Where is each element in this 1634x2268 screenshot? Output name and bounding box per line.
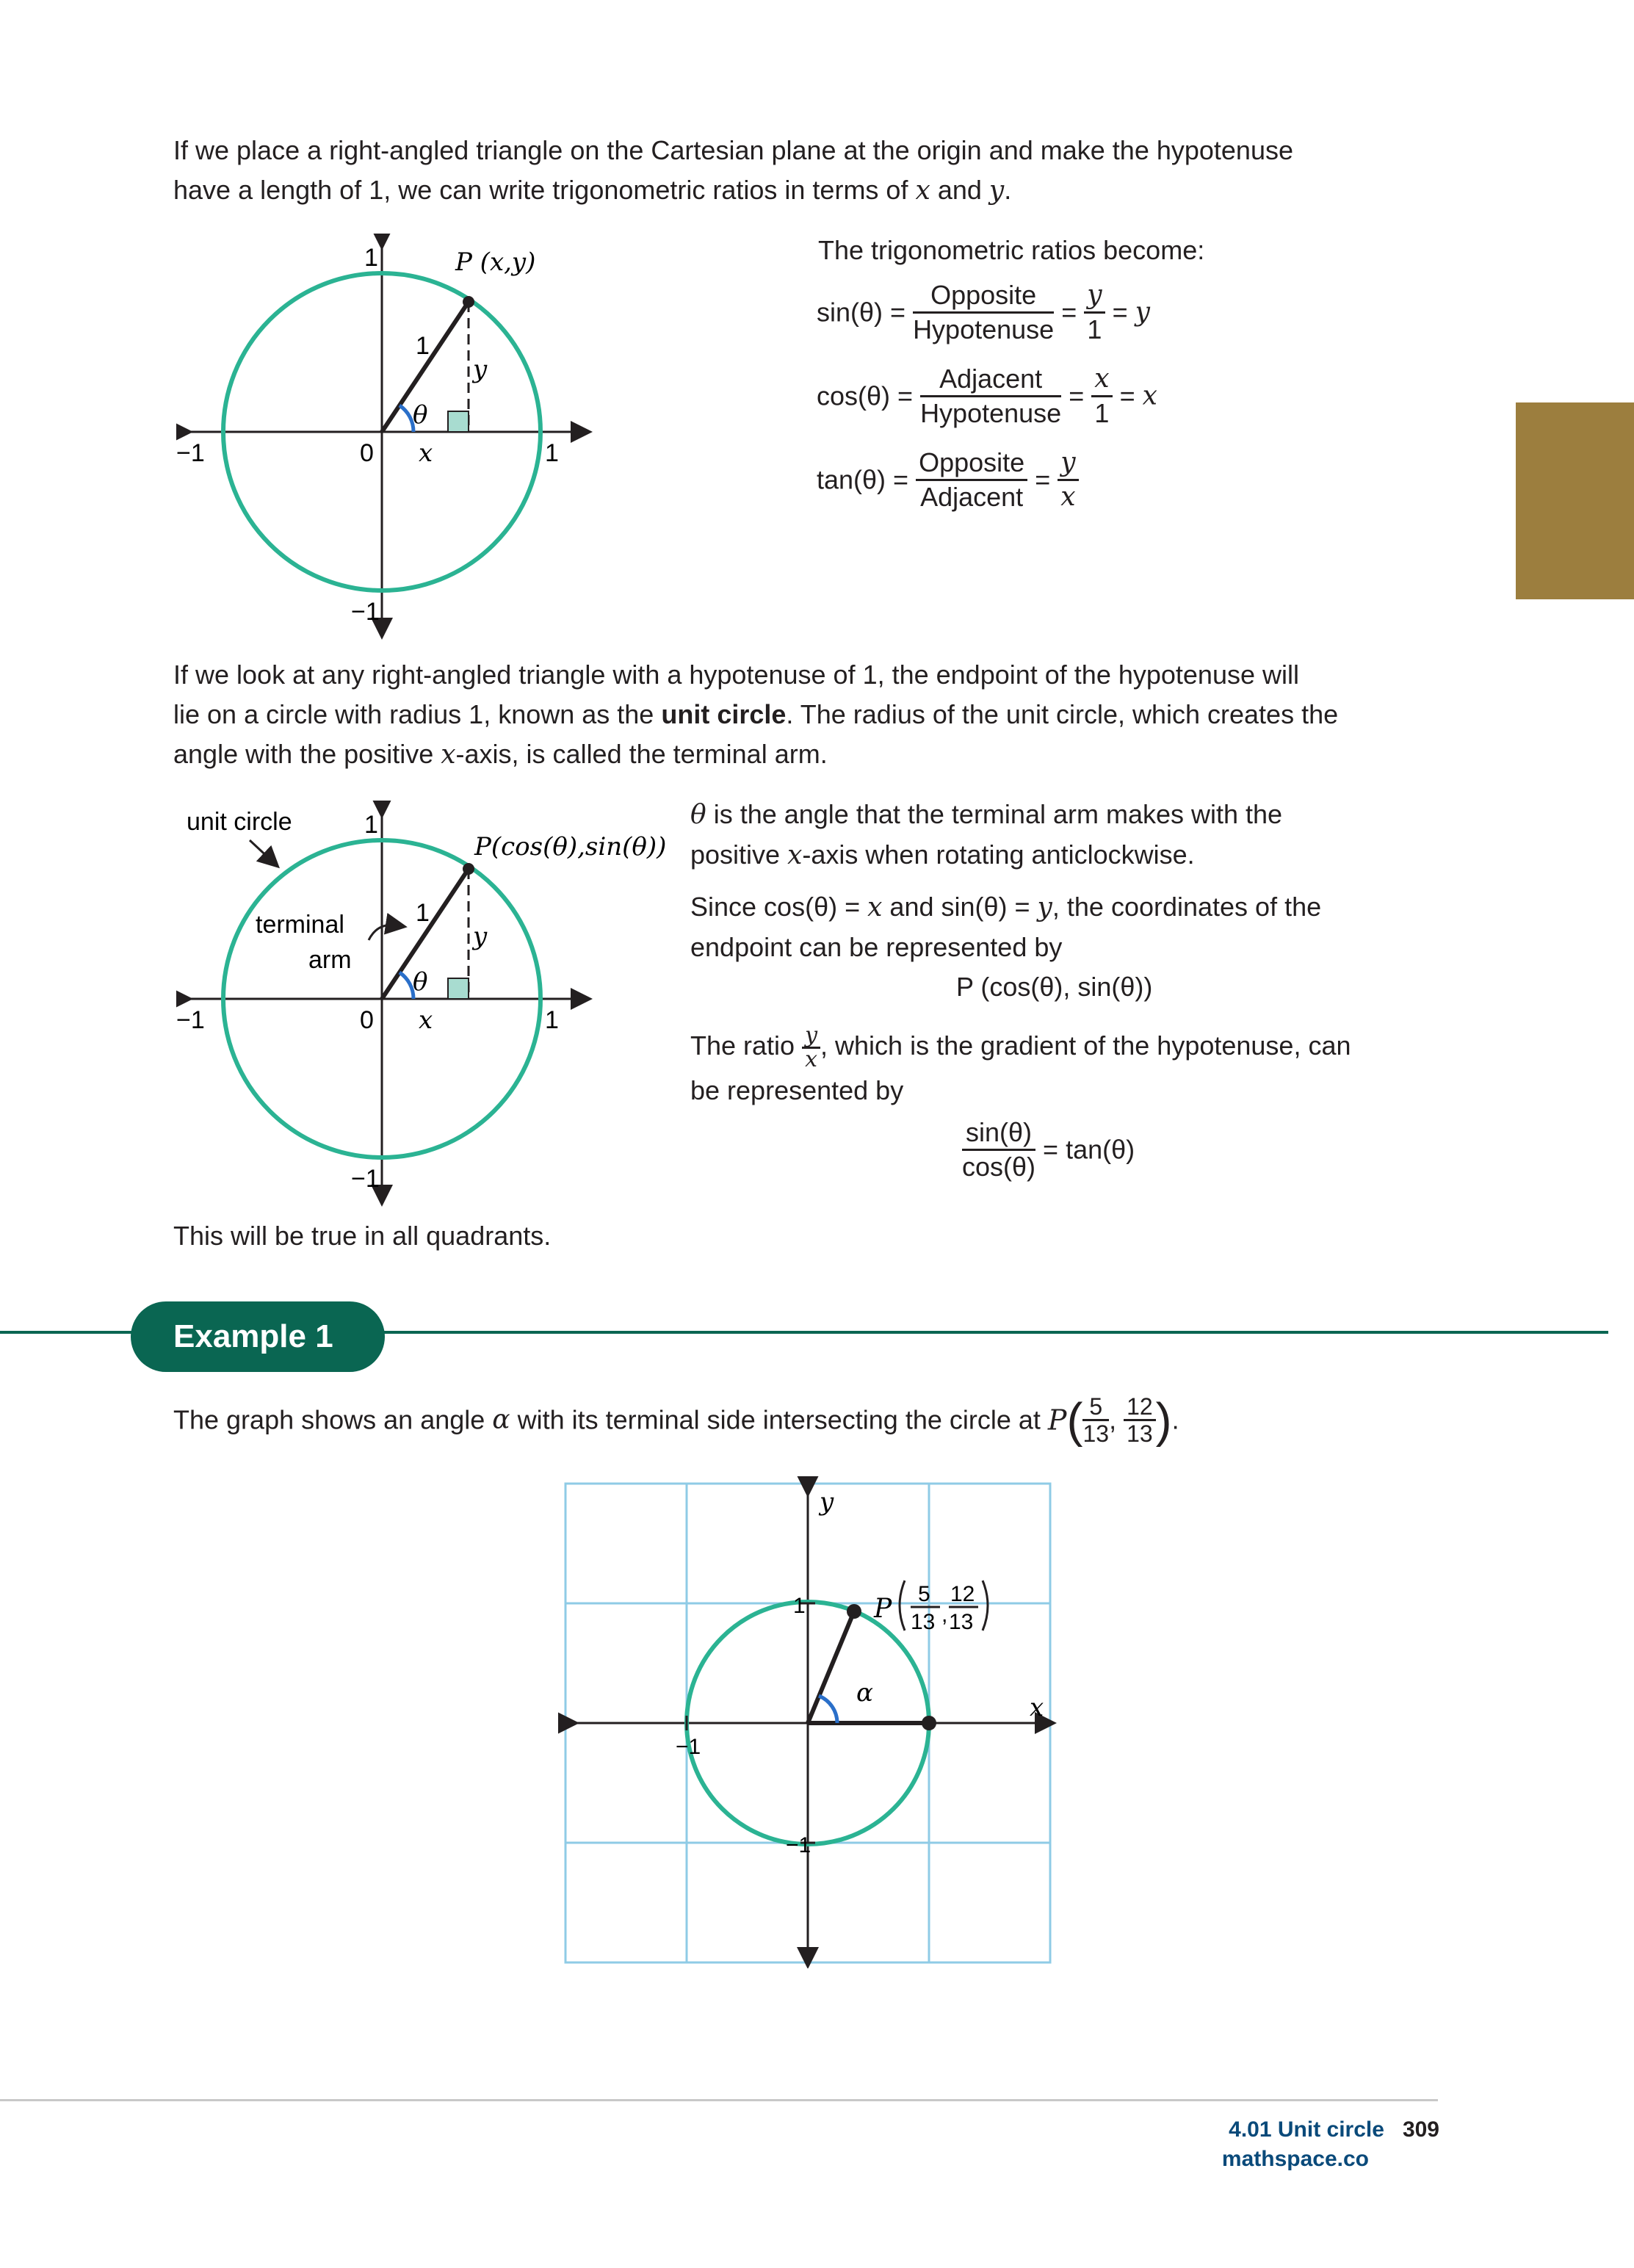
unit-circle-paragraph <box>173 655 1517 775</box>
label-theta: θ <box>413 400 428 430</box>
label-hypotenuse: 1 <box>416 899 430 927</box>
angle-arc <box>819 1696 837 1723</box>
example-graph <box>558 1476 1058 1968</box>
angle-arc <box>400 972 413 999</box>
footer-section: 4.01 Unit circle <box>1229 2117 1384 2142</box>
angle-arc <box>400 405 413 432</box>
point-p <box>463 296 474 308</box>
point-on-x-axis <box>922 1716 936 1730</box>
left-paren <box>900 1581 905 1630</box>
footer-site: mathspace.co <box>1221 2147 1369 2171</box>
label-one-top: 1 <box>364 811 378 839</box>
gradient-formula: $\frac{\sin(\theta)}{\cos(\theta)}$ = tan(θ) <box>962 1117 1135 1182</box>
right-angle-marker <box>448 411 469 432</box>
footer <box>1160 2115 1439 2174</box>
label-alpha: α <box>856 1678 873 1708</box>
frac1-den: 13 <box>911 1610 936 1634</box>
para2-line-1: If we look at any right-angled triangle with a hypotenuse of 1, the endpoint of the hypotenuse will <box>173 660 1299 690</box>
label-x: x <box>419 1005 433 1035</box>
label-theta: θ <box>413 967 428 997</box>
footer-page-number: 309 <box>1402 2117 1439 2142</box>
sin-ratio: sin(θ) = $\frac{\text{Opposite}}{\text{Hypotenuse}}$ = $\frac{y}{1}$ = y <box>817 280 1151 344</box>
label-minus-one-left: −1 <box>176 439 205 467</box>
point-p <box>847 1604 861 1619</box>
ratios-heading: The trigonometric ratios become: <box>818 235 1205 265</box>
label-x: x <box>419 438 433 468</box>
comma: , <box>941 1603 948 1627</box>
quadrants-note: This will be true in all quadrants. <box>173 1221 552 1251</box>
label-one-top: 1 <box>364 244 378 272</box>
label-y: y <box>820 1487 834 1517</box>
unit-circle-diagram-1 <box>176 234 602 645</box>
right-paren <box>983 1581 988 1630</box>
frac2-num: 12 <box>950 1582 975 1606</box>
footer-rule <box>0 2099 1438 2101</box>
unit-circle-pointer <box>250 840 272 861</box>
label-unit-circle: unit circle <box>187 808 292 836</box>
label-arm: arm <box>308 946 352 974</box>
label-y: y <box>473 922 488 951</box>
tan-ratio: tan(θ) = $\frac{\text{Opposite}}{\text{Adjacent}}$ = $\frac{y}{x}$ <box>817 447 1079 513</box>
coordinate-expression: P (cos(θ), sin(θ)) <box>956 972 1153 1002</box>
label-origin: 0 <box>360 439 374 467</box>
label-terminal: terminal <box>256 911 344 939</box>
intro-line-1: If we place a right-angled triangle on the Cartesian plane at the origin and make the hypotenuse <box>173 135 1293 165</box>
label-minus-one-bottom: −1 <box>351 1165 380 1193</box>
label-minus-one-bottom: −1 <box>786 1833 811 1857</box>
label-p: P (x,y) <box>455 248 536 277</box>
label-one-right: 1 <box>545 1006 559 1034</box>
explanation-block: θ is the angle that the terminal arm makes with the positive x-axis when rotating anticlockwise. Since cos(θ) = x and sin(θ) = y, the coordinates of the endpoint can be represented by P (cos(θ), sin(θ)) The ratio $\frac{y}{x}$ , which is the gradient of the hypotenuse, can be represented by $\frac{\sin(\theta)}{\cos(\theta)}$ = tan(θ) <box>690 795 1513 1183</box>
chapter-side-tab <box>1516 402 1634 599</box>
frac1-num: 5 <box>918 1582 930 1606</box>
label-hypotenuse: 1 <box>416 332 430 360</box>
example-badge: Example 1 <box>131 1301 385 1372</box>
label-origin: 0 <box>360 1006 374 1034</box>
label-p: P(cos(θ),sin(θ)) <box>474 832 667 862</box>
unit-circle-diagram-2 <box>176 801 676 1212</box>
label-minus-one-left: −1 <box>676 1735 701 1759</box>
point-p <box>463 863 474 875</box>
label-minus-one-bottom: −1 <box>351 598 380 626</box>
label-minus-one-left: −1 <box>176 1006 205 1034</box>
cos-ratio: cos(θ) = $\frac{\text{Adjacent}}{\text{Hypotenuse}}$ = $\frac{x}{1}$ = x <box>817 364 1157 428</box>
label-x: x <box>1030 1693 1044 1722</box>
label-one-top: 1 <box>793 1594 806 1618</box>
label-y: y <box>473 355 488 384</box>
para2-line-2: lie on a circle with radius 1, known as the unit circle. The radius of the unit circle, which creates the <box>173 699 1339 729</box>
label-p: P <box>874 1594 892 1624</box>
intro-paragraph <box>173 131 1495 211</box>
right-angle-marker <box>448 978 469 999</box>
label-one-right: 1 <box>545 439 559 467</box>
intro-line-2: have a length of 1, we can write trigonometric ratios in terms of x and y. <box>173 175 1012 206</box>
para2-line-3: angle with the positive x-axis, is called the terminal arm. <box>173 739 828 770</box>
frac2-den: 13 <box>949 1610 974 1634</box>
example-text: The graph shows an angle α with its terminal side intersecting the circle at P( $\frac{5}{13}$ , $\frac{12}{13}$ ). <box>173 1393 1179 1448</box>
